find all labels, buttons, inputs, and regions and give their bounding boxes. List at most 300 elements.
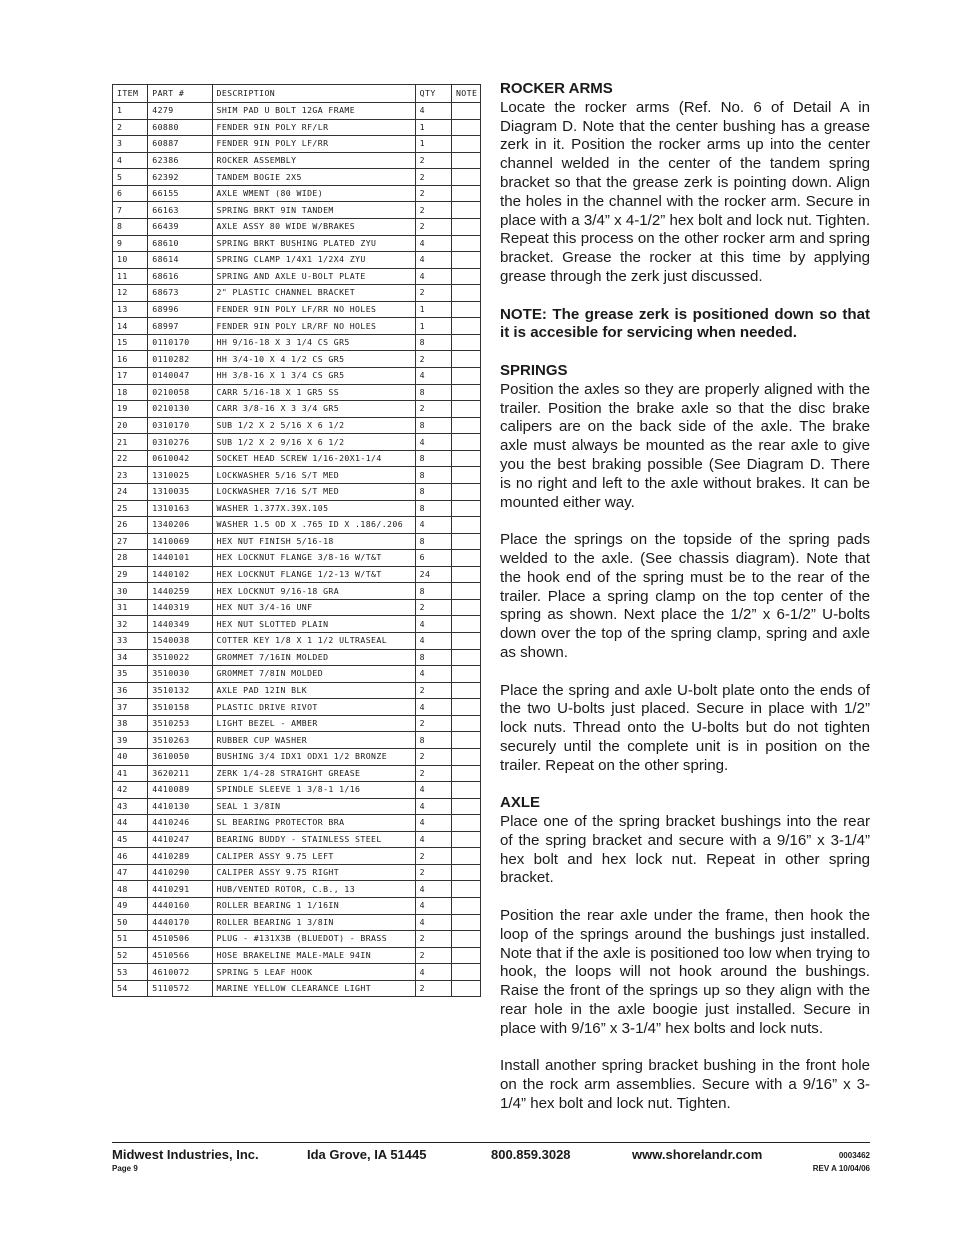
description-cell: ROLLER BEARING 1 1/16IN (212, 898, 415, 915)
part-number-cell: 68673 (148, 285, 212, 302)
description-cell: TANDEM BOGIE 2X5 (212, 169, 415, 186)
qty-cell: 4 (415, 633, 451, 650)
note-cell (451, 964, 480, 981)
item-cell: 25 (113, 500, 148, 517)
part-number-cell: 4410291 (148, 881, 212, 898)
part-number-cell: 4440160 (148, 898, 212, 915)
description-cell: PLUG - #131X3B (BLUEDOT) - BRASS (212, 931, 415, 948)
qty-cell: 8 (415, 483, 451, 500)
table-row (113, 334, 481, 351)
table-row (113, 500, 481, 517)
item-cell: 33 (113, 633, 148, 650)
description-cell: SPRING CLAMP 1/4X1 1/2X4 ZYU (212, 252, 415, 269)
description-cell: SHIM PAD U BOLT 12GA FRAME (212, 103, 415, 120)
table-row (113, 268, 481, 285)
part-number-cell: 1310163 (148, 500, 212, 517)
note-cell (451, 401, 480, 418)
note-cell (451, 185, 480, 202)
qty-cell: 8 (415, 583, 451, 600)
part-number-cell: 1440319 (148, 599, 212, 616)
item-cell: 50 (113, 914, 148, 931)
description-cell: HUB/VENTED ROTOR, C.B., 13 (212, 881, 415, 898)
item-cell: 36 (113, 682, 148, 699)
description-cell: LOCKWASHER 7/16 S/T MED (212, 483, 415, 500)
instructions-column (500, 80, 870, 1114)
qty-cell: 1 (415, 136, 451, 153)
note-cell (451, 500, 480, 517)
note-cell (451, 235, 480, 252)
note-cell (451, 467, 480, 484)
table-row (113, 815, 481, 832)
qty-cell: 8 (415, 467, 451, 484)
part-number-cell: 4410089 (148, 782, 212, 799)
item-cell: 14 (113, 318, 148, 335)
footer-divider (112, 1142, 870, 1143)
website-link[interactable]: www.shorelandr.com (632, 1147, 763, 1162)
part-number-cell: 5110572 (148, 980, 212, 997)
springs-paragraph-3: Place the spring and axle U-bolt plate onto the ends of the two U-bolts just placed. Secure in place with 1/2” lock nuts. Thread onto the U-bolts but do not tighten securely until the complete unit is in position on the trailer. Repeat on the other spring. (500, 681, 870, 774)
item-cell: 15 (113, 334, 148, 351)
part-number-cell: 0210058 (148, 384, 212, 401)
note-cell (451, 649, 480, 666)
note-cell (451, 914, 480, 931)
qty-cell: 2 (415, 980, 451, 997)
description-cell: FENDER 9IN POLY LF/RR (212, 136, 415, 153)
note-cell (451, 666, 480, 683)
table-row (113, 964, 481, 981)
item-cell: 11 (113, 268, 148, 285)
note-cell (451, 119, 480, 136)
note-cell (451, 947, 480, 964)
part-number-cell: 66155 (148, 185, 212, 202)
description-cell: MARINE YELLOW CLEARANCE LIGHT (212, 980, 415, 997)
item-cell: 41 (113, 765, 148, 782)
table-row (113, 599, 481, 616)
item-cell: 6 (113, 185, 148, 202)
table-row (113, 715, 481, 732)
footer-phone: 800.859.3028 (491, 1147, 571, 1162)
note-cell (451, 633, 480, 650)
table-row (113, 782, 481, 799)
item-cell: 4 (113, 152, 148, 169)
header-item: ITEM (113, 85, 148, 103)
item-cell: 40 (113, 748, 148, 765)
qty-cell: 2 (415, 169, 451, 186)
part-number-cell: 4610072 (148, 964, 212, 981)
springs-paragraph-1: Position the axles so they are properly aligned with the trailer. Position the brake axle so that the disc brake calipers are on the back side of the axle. The brake axle must always be mounted as the rear axle to give you the best braking possible (See Diagram D. There is no right and left to the axle without brakes. It can be mounted either way. (500, 380, 870, 511)
note-cell (451, 715, 480, 732)
table-row (113, 235, 481, 252)
note-cell (451, 732, 480, 749)
item-cell: 51 (113, 931, 148, 948)
description-cell: ROCKER ASSEMBLY (212, 152, 415, 169)
note-cell (451, 616, 480, 633)
description-cell: SPRING AND AXLE U-BOLT PLATE (212, 268, 415, 285)
qty-cell: 8 (415, 334, 451, 351)
item-cell: 35 (113, 666, 148, 683)
description-cell: LIGHT BEZEL - AMBER (212, 715, 415, 732)
item-cell: 42 (113, 782, 148, 799)
table-row (113, 666, 481, 683)
footer-company: Midwest Industries, Inc. (112, 1147, 259, 1162)
table-row (113, 864, 481, 881)
item-cell: 16 (113, 351, 148, 368)
note-cell (451, 301, 480, 318)
qty-cell: 1 (415, 119, 451, 136)
description-cell: FENDER 9IN POLY RF/LR (212, 119, 415, 136)
qty-cell: 4 (415, 898, 451, 915)
qty-cell: 4 (415, 964, 451, 981)
table-row (113, 765, 481, 782)
table-row (113, 401, 481, 418)
part-number-cell: 68996 (148, 301, 212, 318)
item-cell: 10 (113, 252, 148, 269)
table-row (113, 633, 481, 650)
description-cell: COTTER KEY 1/8 X 1 1/2 ULTRASEAL (212, 633, 415, 650)
part-number-cell: 3620211 (148, 765, 212, 782)
table-row (113, 103, 481, 120)
description-cell: CARR 3/8-16 X 3 3/4 GR5 (212, 401, 415, 418)
note-cell (451, 417, 480, 434)
part-number-cell: 1310035 (148, 483, 212, 500)
part-number-cell: 4440170 (148, 914, 212, 931)
part-number-cell: 3610050 (148, 748, 212, 765)
note-cell (451, 368, 480, 385)
table-row (113, 898, 481, 915)
item-cell: 22 (113, 450, 148, 467)
note-cell (451, 831, 480, 848)
item-cell: 49 (113, 898, 148, 915)
part-number-cell: 60880 (148, 119, 212, 136)
footer-doc-number: 0003462 (838, 1151, 870, 1160)
qty-cell: 8 (415, 500, 451, 517)
footer-page-number: Page 9 (112, 1164, 138, 1173)
qty-cell: 2 (415, 765, 451, 782)
table-row (113, 285, 481, 302)
qty-cell: 2 (415, 285, 451, 302)
item-cell: 34 (113, 649, 148, 666)
table-row (113, 566, 481, 583)
note-cell (451, 815, 480, 832)
description-cell: 2" PLASTIC CHANNEL BRACKET (212, 285, 415, 302)
description-cell: PLASTIC DRIVE RIVOT (212, 699, 415, 716)
description-cell: HEX LOCKNUT 9/16-18 GRA (212, 583, 415, 600)
note-cell (451, 384, 480, 401)
item-cell: 53 (113, 964, 148, 981)
part-number-cell: 1440259 (148, 583, 212, 600)
part-number-cell: 3510030 (148, 666, 212, 683)
description-cell: RUBBER CUP WASHER (212, 732, 415, 749)
item-cell: 39 (113, 732, 148, 749)
qty-cell: 4 (415, 517, 451, 534)
table-row (113, 980, 481, 997)
part-number-cell: 4410247 (148, 831, 212, 848)
table-row (113, 533, 481, 550)
note-cell (451, 682, 480, 699)
table-row (113, 119, 481, 136)
note-cell (451, 748, 480, 765)
item-cell: 20 (113, 417, 148, 434)
item-cell: 18 (113, 384, 148, 401)
description-cell: FENDER 9IN POLY LF/RR NO HOLES (212, 301, 415, 318)
description-cell: LOCKWASHER 5/16 S/T MED (212, 467, 415, 484)
qty-cell: 2 (415, 715, 451, 732)
table-row (113, 202, 481, 219)
part-number-cell: 68616 (148, 268, 212, 285)
description-cell: AXLE PAD 12IN BLK (212, 682, 415, 699)
description-cell: SPRING BRKT 9IN TANDEM (212, 202, 415, 219)
item-cell: 21 (113, 434, 148, 451)
note-cell (451, 550, 480, 567)
description-cell: SL BEARING PROTECTOR BRA (212, 815, 415, 832)
item-cell: 2 (113, 119, 148, 136)
qty-cell: 2 (415, 748, 451, 765)
note-cell (451, 152, 480, 169)
rocker-arms-text: Locate the rocker arms (Ref. No. 6 of Detail A in Diagram D. Note that the center bushing has a grease zerk in it. Position the rocker arms up into the center channel welded in the center of the tandem spring bracket so that the grease zerk is pointing down. Align the holes in the channel with the rocker arm. Secure in place with a 3/4” x 4-1/2” hex bolt and lock nut. Tighten. Repeat this process on the other rocker arm and spring bracket. Grease the rocker at this time by applying grease through the zerk just discussed. (500, 98, 871, 285)
item-cell: 23 (113, 467, 148, 484)
table-row (113, 252, 481, 269)
qty-cell: 1 (415, 301, 451, 318)
item-cell: 30 (113, 583, 148, 600)
qty-cell: 8 (415, 732, 451, 749)
table-row (113, 748, 481, 765)
description-cell: WASHER 1.5 OD X .765 ID X .186/.206 (212, 517, 415, 534)
table-row (113, 152, 481, 169)
table-row (113, 732, 481, 749)
item-cell: 29 (113, 566, 148, 583)
part-number-cell: 4510566 (148, 947, 212, 964)
qty-cell: 8 (415, 649, 451, 666)
table-row (113, 318, 481, 335)
qty-cell: 2 (415, 185, 451, 202)
footer-address: Ida Grove, IA 51445 (307, 1147, 427, 1162)
description-cell: BUSHING 3/4 IDX1 ODX1 1/2 BRONZE (212, 748, 415, 765)
header-part-number: PART # (148, 85, 212, 103)
part-number-cell: 3510132 (148, 682, 212, 699)
note-cell (451, 136, 480, 153)
table-row (113, 798, 481, 815)
item-cell: 3 (113, 136, 148, 153)
part-number-cell: 4410290 (148, 864, 212, 881)
item-cell: 37 (113, 699, 148, 716)
note-cell (451, 285, 480, 302)
qty-cell: 4 (415, 831, 451, 848)
table-row (113, 301, 481, 318)
qty-cell: 8 (415, 533, 451, 550)
item-cell: 45 (113, 831, 148, 848)
qty-cell: 2 (415, 864, 451, 881)
note-cell (451, 334, 480, 351)
table-row (113, 550, 481, 567)
part-number-cell: 0140047 (148, 368, 212, 385)
part-number-cell: 0210130 (148, 401, 212, 418)
part-number-cell: 3510263 (148, 732, 212, 749)
qty-cell: 4 (415, 252, 451, 269)
rocker-arms-heading: ROCKER ARMS (500, 80, 613, 97)
description-cell: SPRING 5 LEAF HOOK (212, 964, 415, 981)
qty-cell: 4 (415, 699, 451, 716)
qty-cell: 8 (415, 417, 451, 434)
part-number-cell: 60887 (148, 136, 212, 153)
part-number-cell: 3510158 (148, 699, 212, 716)
header-qty: QTY (415, 85, 451, 103)
description-cell: SUB 1/2 X 2 5/16 X 6 1/2 (212, 417, 415, 434)
note-cell (451, 583, 480, 600)
header-note: NOTE (451, 85, 480, 103)
item-cell: 12 (113, 285, 148, 302)
item-cell: 48 (113, 881, 148, 898)
qty-cell: 2 (415, 947, 451, 964)
item-cell: 38 (113, 715, 148, 732)
note-cell (451, 450, 480, 467)
qty-cell: 4 (415, 434, 451, 451)
description-cell: HEX LOCKNUT FLANGE 3/8-16 W/T&T (212, 550, 415, 567)
qty-cell: 4 (415, 268, 451, 285)
table-row (113, 136, 481, 153)
item-cell: 7 (113, 202, 148, 219)
parts-list-table (112, 84, 481, 997)
part-number-cell: 1540038 (148, 633, 212, 650)
note-cell (451, 351, 480, 368)
description-cell: GROMMET 7/8IN MOLDED (212, 666, 415, 683)
table-row (113, 434, 481, 451)
part-number-cell: 62392 (148, 169, 212, 186)
table-row (113, 218, 481, 235)
axle-paragraph-1: Place one of the spring bracket bushings into the rear of the spring bracket and secure with a 9/16” x 3-1/4” hex bolt and hex lock nut. Repeat in other spring bracket. (500, 813, 870, 887)
note-cell (451, 864, 480, 881)
part-number-cell: 0310170 (148, 417, 212, 434)
table-row (113, 185, 481, 202)
item-cell: 52 (113, 947, 148, 964)
item-cell: 5 (113, 169, 148, 186)
footer-website[interactable] (632, 1147, 762, 1162)
item-cell: 26 (113, 517, 148, 534)
part-number-cell: 1340206 (148, 517, 212, 534)
qty-cell: 2 (415, 152, 451, 169)
parts-table-body (113, 103, 481, 997)
note-cell (451, 798, 480, 815)
item-cell: 1 (113, 103, 148, 120)
part-number-cell: 66163 (148, 202, 212, 219)
table-row (113, 384, 481, 401)
qty-cell: 4 (415, 881, 451, 898)
qty-cell: 8 (415, 384, 451, 401)
table-row (113, 368, 481, 385)
header-description: DESCRIPTION (212, 85, 415, 103)
part-number-cell: 4410130 (148, 798, 212, 815)
note-cell (451, 169, 480, 186)
description-cell: BEARING BUDDY - STAINLESS STEEL (212, 831, 415, 848)
qty-cell: 6 (415, 550, 451, 567)
description-cell: CARR 5/16-18 X 1 GR5 SS (212, 384, 415, 401)
item-cell: 13 (113, 301, 148, 318)
springs-paragraph-2: Place the springs on the topside of the spring pads welded to the axle. (See chassis diagram). Note that the hook end of the spring must be to the rear of the trailer. Place a spring clamp on the top center of the spring as shown. Next place the 1/2” x 6-1/2” U-bolts down over the top of the spring clamp, spring and axle as shown. (500, 531, 870, 661)
part-number-cell: 3510253 (148, 715, 212, 732)
table-row (113, 169, 481, 186)
qty-cell: 4 (415, 666, 451, 683)
grease-zerk-note: NOTE: The grease zerk is positioned down so that it is accesible for servicing when needed. (500, 305, 870, 342)
table-row (113, 914, 481, 931)
note-cell (451, 268, 480, 285)
note-cell (451, 318, 480, 335)
part-number-cell: 4410289 (148, 848, 212, 865)
description-cell: ZERK 1/4-28 STRAIGHT GREASE (212, 765, 415, 782)
table-row (113, 699, 481, 716)
part-number-cell: 4279 (148, 103, 212, 120)
description-cell: ROLLER BEARING 1 3/8IN (212, 914, 415, 931)
table-row (113, 517, 481, 534)
description-cell: CALIPER ASSY 9.75 LEFT (212, 848, 415, 865)
axle-paragraph-3: Install another spring bracket bushing in the front hole on the rock arm assemblies. Secure with a 9/16” x 3-1/4” hex bolt and lock nut. Tighten. (500, 1057, 870, 1113)
table-row (113, 616, 481, 633)
note-cell (451, 218, 480, 235)
qty-cell: 4 (415, 914, 451, 931)
description-cell: HEX NUT 3/4-16 UNF (212, 599, 415, 616)
description-cell: HH 9/16-18 X 3 1/4 CS GR5 (212, 334, 415, 351)
table-row (113, 649, 481, 666)
item-cell: 24 (113, 483, 148, 500)
item-cell: 28 (113, 550, 148, 567)
note-cell (451, 765, 480, 782)
note-cell (451, 483, 480, 500)
table-row (113, 831, 481, 848)
note-cell (451, 517, 480, 534)
description-cell: SEAL 1 3/8IN (212, 798, 415, 815)
item-cell: 44 (113, 815, 148, 832)
table-row (113, 931, 481, 948)
qty-cell: 2 (415, 401, 451, 418)
item-cell: 31 (113, 599, 148, 616)
part-number-cell: 62386 (148, 152, 212, 169)
qty-cell: 2 (415, 682, 451, 699)
note-cell (451, 252, 480, 269)
part-number-cell: 68614 (148, 252, 212, 269)
axle-heading: AXLE (500, 794, 541, 812)
qty-cell: 2 (415, 351, 451, 368)
part-number-cell: 0310276 (148, 434, 212, 451)
description-cell: AXLE ASSY 80 WIDE W/BRAKES (212, 218, 415, 235)
description-cell: SOCKET HEAD SCREW 1/16-20X1-1/4 (212, 450, 415, 467)
description-cell: HH 3/4-10 X 4 1/2 CS GR5 (212, 351, 415, 368)
table-row (113, 881, 481, 898)
description-cell: AXLE WMENT (80 WIDE) (212, 185, 415, 202)
table-row (113, 947, 481, 964)
qty-cell: 4 (415, 103, 451, 120)
description-cell: CALIPER ASSY 9.75 RIGHT (212, 864, 415, 881)
qty-cell: 8 (415, 450, 451, 467)
table-row (113, 467, 481, 484)
note-cell (451, 848, 480, 865)
qty-cell: 1 (415, 318, 451, 335)
note-cell (451, 699, 480, 716)
note-cell (451, 434, 480, 451)
part-number-cell: 1310025 (148, 467, 212, 484)
note-cell (451, 931, 480, 948)
note-cell (451, 202, 480, 219)
description-cell: HH 3/8-16 X 1 3/4 CS GR5 (212, 368, 415, 385)
part-number-cell: 1410069 (148, 533, 212, 550)
qty-cell: 4 (415, 616, 451, 633)
part-number-cell: 0110282 (148, 351, 212, 368)
item-cell: 54 (113, 980, 148, 997)
description-cell: HEX LOCKNUT FLANGE 1/2-13 W/T&T (212, 566, 415, 583)
part-number-cell: 1440349 (148, 616, 212, 633)
table-row (113, 351, 481, 368)
table-row (113, 417, 481, 434)
description-cell: SUB 1/2 X 2 9/16 X 6 1/2 (212, 434, 415, 451)
description-cell: WASHER 1.377X.39X.105 (212, 500, 415, 517)
part-number-cell: 68610 (148, 235, 212, 252)
